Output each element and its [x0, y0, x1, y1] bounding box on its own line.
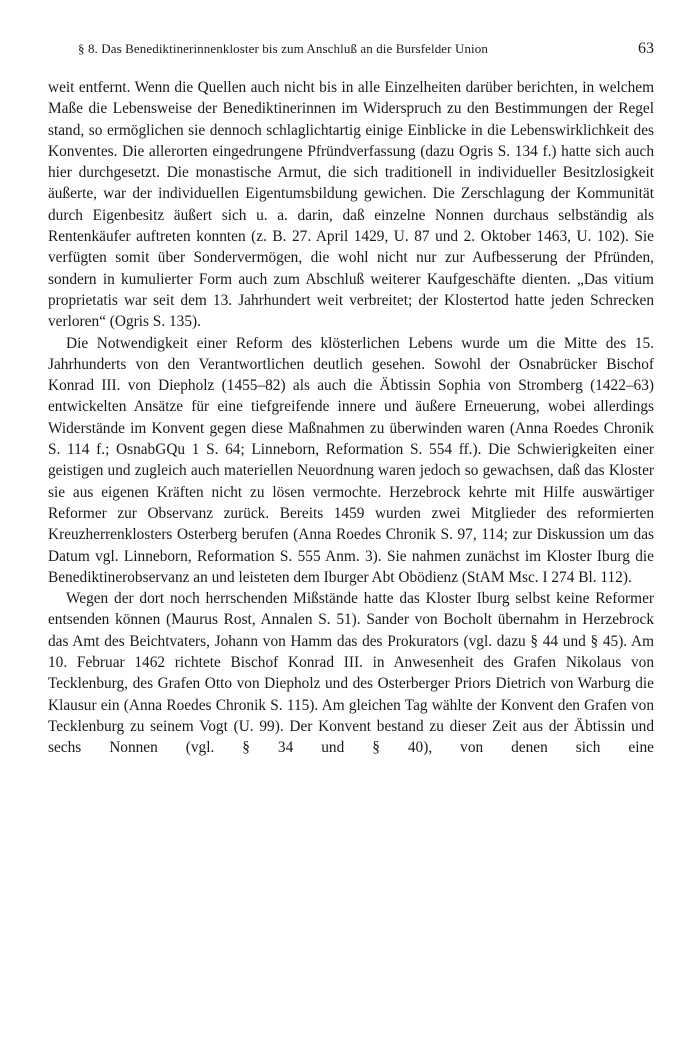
paragraph-3: Wegen der dort noch herrschenden Mißstände hatte das Kloster Iburg selbst keine Reformer entsenden können (Maurus Rost, Annalen S. 51). Sander von Bocholt übernahm in Herzebrock das Amt des Beichtvaters, Johann von Hamm das des Prokurators (vgl. dazu § 44 und § 45). Am 10. Februar 1462 richtete Bischof Konrad III. in Anwesenheit des Grafen Nikolaus von Tecklenburg, des Grafen Otto von Diepholz und des Osterberger Priors Dietrich von Warburg die Klausur ein (Anna Roedes Chronik S. 115). Am gleichen Tag wählte der Konvent den Grafen von Tecklenburg zu seinem Vogt (U. 99). Der Konvent bestand zu dieser Zeit aus der Äbtissin und sechs Nonnen (vgl. § 34 und § 40), von denen sich eine	[48, 590, 654, 757]
body-text	[48, 77, 654, 759]
running-title: § 8. Das Benediktinerinnenkloster bis zum Anschluß an die Bursfelder Union	[78, 41, 488, 56]
paragraph-1: weit entfernt. Wenn die Quellen auch nicht bis in alle Einzelheiten darüber berichten, in welchem Maße die Lebensweise der Benediktinerinnen im Widerspruch zu den Bestimmungen der Regel stand, so ermöglichen sie dennoch schlaglichtartig einige Einblicke in die Lebenswirklichkeit des Konventes. Die allerorten eingedrungene Pfründverfassung (dazu Ogris S. 134 f.) hatte sich auch hier durchgesetzt. Die monastische Armut, die sich traditionell in individueller Besitzlosigkeit äußerte, war der individuellen Eigentumsbildung gewichen. Die Zerschlagung der Kommunität durch Eigenbesitz äußert sich u. a. darin, daß einzelne Nonnen durchaus selbständig als Rentenkäufer auftreten konnten (z. B. 27. April 1429, U. 87 und 2. Oktober 1463, U. 102). Sie verfügten somit über Sondervermögen, die wohl nicht nur zur Aufbesserung der Pfründen, sondern in kumulierter Form auch zum Abschluß weiterer Kaufgeschäfte dienten. „Das vitium proprietatis war seit dem 13. Jahrhundert weit verbreitet; der Klostertod hatte jeden Schrecken verloren“ (Ogris S. 135).	[48, 79, 654, 331]
page-number: 63	[638, 40, 654, 57]
paragraph-2: Die Notwendigkeit einer Reform des klösterlichen Lebens wurde um die Mitte des 15. Jahrhunderts von den Verantwortlichen deutlich gesehen. Sowohl der Osnabrücker Bischof Konrad III. von Diepholz (1455–82) als auch die Äbtissin Sophia von Stromberg (1422–63) entwickelten Ansätze für eine tiefgreifende innere und äußere Erneuerung, wobei allerdings Widerstände im Konvent gegen diese Maßnahmen zu überwinden waren (Anna Roedes Chronik S. 114 f.; OsnabGQu 1 S. 64; Linneborn, Reformation S. 554 ff.). Die Schwierigkeiten einer geistigen und zugleich auch materiellen Neuordnung waren jedoch so gewachsen, daß das Kloster sie aus eigenen Kräften nicht zu lösen vermochte. Herzebrock kehrte mit Hilfe auswärtiger Reformer zur Observanz zurück. Bereits 1459 wurden zwei Mitglieder des reformierten Kreuzherrenklosters Osterberg berufen (Anna Roedes Chronik S. 97, 114; zur Diskussion um das Datum vgl. Linneborn, Reformation S. 555 Anm. 3). Sie nahmen zunächst im Kloster Iburg die Benediktinerobservanz an und leisteten dem Iburger Abt Obödienz (StAM Msc. I 274 Bl. 112).	[48, 334, 654, 586]
page-header	[48, 40, 654, 62]
